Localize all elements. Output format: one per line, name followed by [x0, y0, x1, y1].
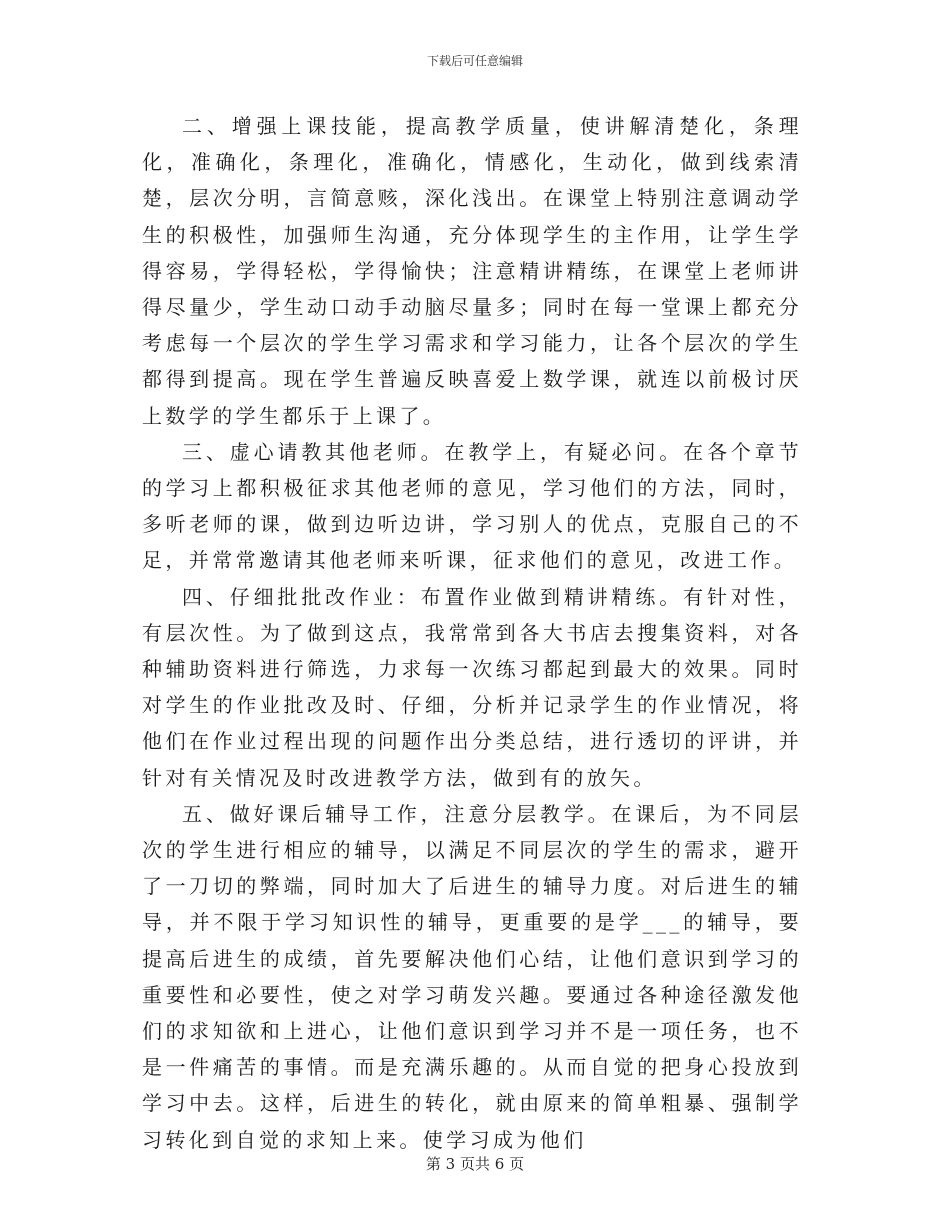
document-body — [142, 108, 802, 1158]
paragraph-5: 五、做好课后辅导工作，注意分层教学。在课后，为不同层次的学生进行相应的辅导，以满足不同层次的学生的需求，避开了一刀切的弊端，同时加大了后进生的辅导力度。对后进生的辅导，并不限于学习知识性的辅导，更重要的是学___的辅导，要提高后进生的成绩，首先要解决他们心结，让他们意识到学习的重要性和必要性，使之对学习萌发兴趣。要通过各种途径激发他们的求知欲和上进心，让他们意识到学习并不是一项任务，也不是一件痛苦的事情。而是充满乐趣的。从而自觉的把身心投放到学习中去。这样，后进生的转化，就由原来的简单粗暴、强制学习转化到自觉的求知上来。使学习成为他们 — [142, 801, 802, 1152]
paragraph-3: 三、虚心请教其他老师。在教学上，有疑必问。在各个章节的学习上都积极征求其他老师的意见，学习他们的方法，同时，多听老师的课，做到边听边讲，学习别人的优点，克服自己的不足，并常常邀请其他老师来听课，征求他们的意见，改进工作。 — [142, 439, 802, 573]
page-number-footer: 第 3 页共 6 页 — [425, 1155, 525, 1173]
paragraph-2: 二、增强上课技能，提高教学质量，使讲解清楚化，条理化，准确化，条理化，准确化，情感化，生动化，做到线索清楚，层次分明，言简意赅，深化浅出。在课堂上特别注意调动学生的积极性，加强师生沟通，充分体现学生的主作用，让学生学得容易，学得轻松，学得愉快；注意精讲精练，在课堂上老师讲得尽量少，学生动口动手动脑尽量多；同时在每一堂课上都充分考虑每一个层次的学生学习需求和学习能力，让各个层次的学生都得到提高。现在学生普遍反映喜爱上数学课，就连以前极讨厌上数学的学生都乐于上课了。 — [142, 114, 802, 428]
paragraph-4: 四、仔细批批改作业：布置作业做到精讲精练。有针对性，有层次性。为了做到这点，我常常到各大书店去搜集资料，对各种辅助资料进行筛选，力求每一次练习都起到最大的效果。同时对学生的作业批改及时、仔细，分析并记录学生的作业情况，将他们在作业过程出现的问题作出分类总结，进行透切的评讲，并针对有关情况及时改进教学方法，做到有的放矢。 — [142, 584, 802, 790]
page-header: 下载后可任意编辑 — [426, 54, 523, 68]
